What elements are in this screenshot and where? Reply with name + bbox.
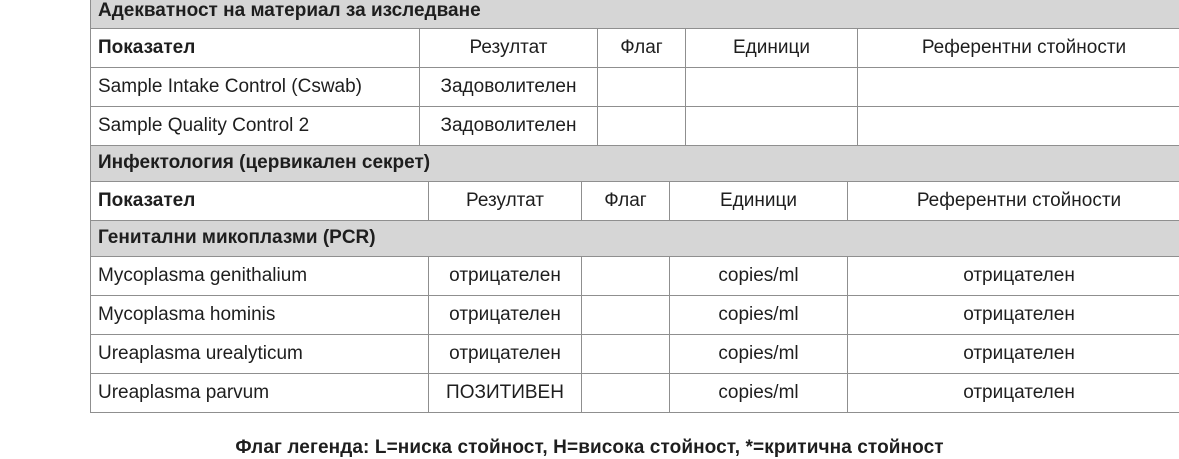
column-header-units: Единици	[686, 28, 858, 67]
adequacy-section-title: Адекватност на материал за изследване	[91, 0, 1179, 28]
units-value: copies/ml	[670, 295, 848, 334]
units-value: copies/ml	[670, 256, 848, 295]
table-row	[91, 106, 1179, 145]
section-header-row	[91, 145, 1179, 181]
mycoplasma-subsection-title: Генитални микоплазми (PCR)	[91, 220, 1179, 256]
flag-value	[598, 106, 686, 145]
column-header-reference: Референтни стойности	[848, 181, 1179, 220]
table-row	[91, 295, 1179, 334]
reference-value	[858, 67, 1179, 106]
result-value: Задоволителен	[420, 106, 598, 145]
units-value	[686, 67, 858, 106]
flag-value	[582, 256, 670, 295]
table-row	[91, 67, 1179, 106]
flag-value	[582, 295, 670, 334]
column-header-row	[91, 181, 1179, 220]
column-header-indicator: Показател	[91, 28, 420, 67]
units-value	[686, 106, 858, 145]
indicator-name: Ureaplasma urealyticum	[91, 334, 429, 373]
flag-value	[598, 67, 686, 106]
infectology-section-title: Инфектология (цервикален секрет)	[91, 145, 1179, 181]
units-value: copies/ml	[670, 334, 848, 373]
result-value: Задоволителен	[420, 67, 598, 106]
column-header-reference: Референтни стойности	[858, 28, 1179, 67]
indicator-name: Sample Intake Control (Cswab)	[91, 67, 420, 106]
result-value: отрицателен	[429, 334, 582, 373]
reference-value: отрицателен	[848, 373, 1179, 412]
result-value: отрицателен	[429, 295, 582, 334]
result-value: ПОЗИТИВЕН	[429, 373, 582, 412]
indicator-name: Mycoplasma hominis	[91, 295, 429, 334]
flag-value	[582, 373, 670, 412]
reference-value	[858, 106, 1179, 145]
infectology-table	[90, 145, 1179, 413]
indicator-name: Sample Quality Control 2	[91, 106, 420, 145]
column-header-flag: Флаг	[598, 28, 686, 67]
flag-legend: Флаг легенда: L=ниска стойност, H=висока стойност, *=критична стойност	[235, 437, 944, 458]
table-row	[91, 256, 1179, 295]
column-header-row	[91, 28, 1179, 67]
reference-value: отрицателен	[848, 334, 1179, 373]
result-value: отрицателен	[429, 256, 582, 295]
column-header-result: Резултат	[420, 28, 598, 67]
reference-value: отрицателен	[848, 256, 1179, 295]
lab-report	[90, 0, 1179, 413]
flag-value	[582, 334, 670, 373]
indicator-name: Mycoplasma genithalium	[91, 256, 429, 295]
adequacy-table	[90, 0, 1179, 146]
column-header-units: Единици	[670, 181, 848, 220]
units-value: copies/ml	[670, 373, 848, 412]
reference-value: отрицателен	[848, 295, 1179, 334]
section-header-row	[91, 0, 1179, 28]
column-header-indicator: Показател	[91, 181, 429, 220]
table-row	[91, 373, 1179, 412]
subsection-header-row	[91, 220, 1179, 256]
indicator-name: Ureaplasma parvum	[91, 373, 429, 412]
table-row	[91, 334, 1179, 373]
column-header-flag: Флаг	[582, 181, 670, 220]
column-header-result: Резултат	[429, 181, 582, 220]
